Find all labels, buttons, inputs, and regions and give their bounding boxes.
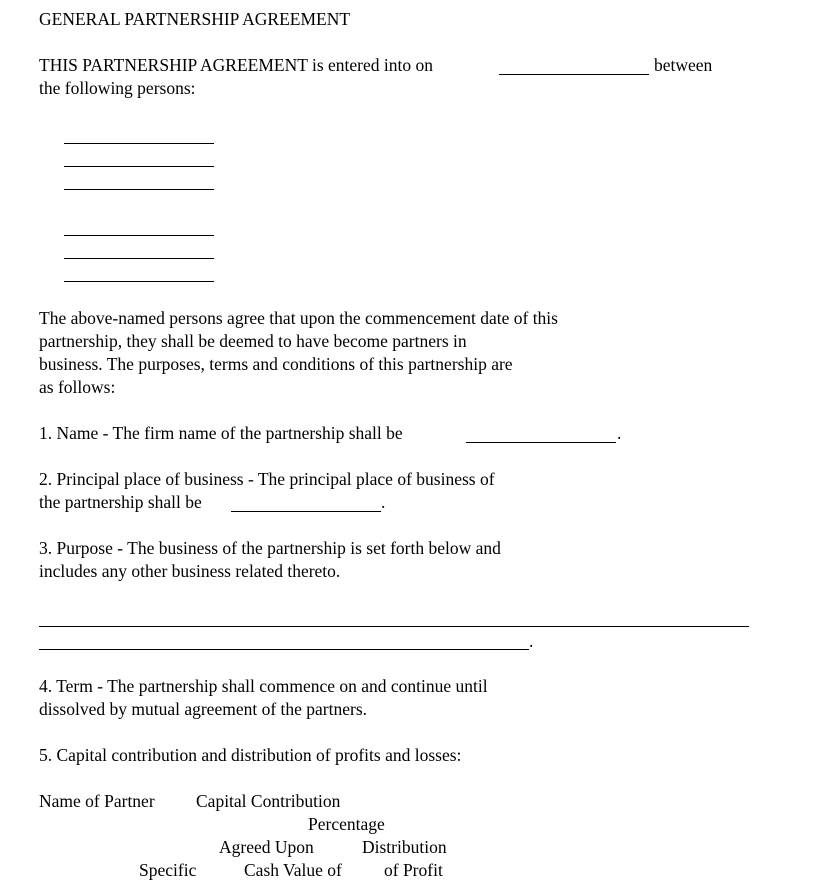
date-blank[interactable] <box>499 74 649 75</box>
preamble-line: business. The purposes, terms and conditions of this partnership are <box>39 354 513 374</box>
intro-line-2: the following persons: <box>39 78 196 98</box>
clause-2-line-1: 2. Principal place of business - The principal place of business of <box>39 469 495 489</box>
clause-2-line-2: the partnership shall be <box>39 492 202 512</box>
preamble-line: partnership, they shall be deemed to have become partners in <box>39 331 467 351</box>
header-distribution: Distribution <box>362 837 447 857</box>
header-cash-value-of: Cash Value of <box>244 860 342 880</box>
person-name-blank[interactable] <box>64 258 214 259</box>
preamble-line: as follows: <box>39 377 116 397</box>
intro-line-1: THIS PARTNERSHIP AGREEMENT is entered into on <box>39 55 434 75</box>
clause-1-text: 1. Name - The firm name of the partnership shall be <box>39 423 403 443</box>
clause-4-line-1: 4. Term - The partnership shall commence on and continue until <box>39 676 488 696</box>
person-name-blank[interactable] <box>64 143 214 144</box>
person-name-blank[interactable] <box>64 189 214 190</box>
purpose-blank-2[interactable] <box>39 649 529 650</box>
preamble-line: The above-named persons agree that upon the commencement date of this <box>39 308 558 328</box>
person-name-blank[interactable] <box>64 235 214 236</box>
place-of-business-blank[interactable] <box>231 511 381 512</box>
clause-2-period: . <box>381 492 386 512</box>
clause-3-line-1: 3. Purpose - The business of the partnership is set forth below and <box>39 538 501 558</box>
purpose-blank-1[interactable] <box>39 626 749 627</box>
clause-5-heading: 5. Capital contribution and distribution of profits and losses: <box>39 745 462 765</box>
intro-between: between <box>654 55 713 75</box>
header-agreed-upon: Agreed Upon <box>219 837 314 857</box>
person-name-blank[interactable] <box>64 281 214 282</box>
header-specific: Specific <box>139 860 197 880</box>
clause-4-line-2: dissolved by mutual agreement of the partners. <box>39 699 368 719</box>
header-name-of-partner: Name of Partner <box>39 791 155 811</box>
clause-3-period: . <box>529 631 534 651</box>
person-name-blank[interactable] <box>64 166 214 167</box>
header-capital-contribution: Capital Contribution <box>196 791 341 811</box>
header-percentage: Percentage <box>308 814 385 834</box>
header-of-profit: of Profit <box>384 860 443 880</box>
clause-1-period: . <box>617 423 622 443</box>
firm-name-blank[interactable] <box>466 442 616 443</box>
clause-3-line-2: includes any other business related thereto. <box>39 561 341 581</box>
document-title: GENERAL PARTNERSHIP AGREEMENT <box>39 9 351 29</box>
